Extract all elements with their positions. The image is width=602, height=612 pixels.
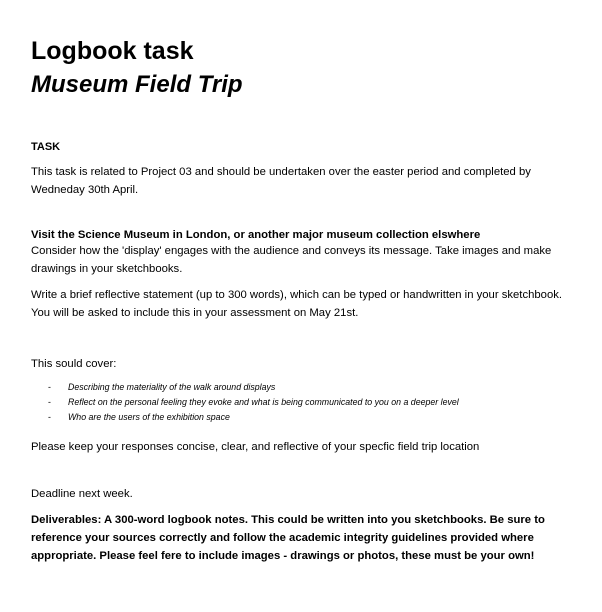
intro-paragraph: This task is related to Project 03 and should be undertaken over the easter period and completed by Wedneday 30th April. <box>31 166 531 196</box>
page-subtitle: Museum Field Trip <box>31 71 243 98</box>
list-item <box>48 380 568 395</box>
bullet-dash: - <box>48 382 51 392</box>
write-paragraph: Write a brief reflective statement (up to 300 words), which can be typed or handwritten in your sketchbook. You will be asked to include this in your assessment on May 21st. <box>31 289 563 319</box>
deliverables-paragraph: Deliverables: A 300-word logbook notes. This could be written into you sketchbooks. Be sure to reference your sources correctly and follow the academic integrity guidelines provided where appropriate. Please feel fere to include images - drawings or photos, these must be your own! <box>31 514 545 562</box>
list-item-text: Reflect on the personal feeling they evoke and what is being communicated to you on a deeper level <box>68 397 459 407</box>
keep-paragraph: Please keep your responses concise, clear, and reflective of your specfic field trip location <box>31 441 480 453</box>
list-item-text: Who are the users of the exhibition space <box>68 412 230 422</box>
consider-paragraph: Consider how the 'display' engages with the audience and conveys its message. Take images and make drawings in your sketchbooks. <box>31 245 552 275</box>
page-title: Logbook task <box>31 37 194 65</box>
visit-heading: Visit the Science Museum in London, or another major museum collection elswhere <box>31 229 481 241</box>
bullet-dash: - <box>48 412 51 422</box>
bullet-dash: - <box>48 397 51 407</box>
deadline-paragraph: Deadline next week. <box>31 488 133 500</box>
cover-intro: This sould cover: <box>31 358 117 370</box>
list-item <box>48 410 568 425</box>
list-item-text: Describing the materiality of the walk around displays <box>68 382 276 392</box>
cover-bullet-list <box>48 380 568 425</box>
section-label-task: TASK <box>31 141 61 153</box>
list-item <box>48 395 568 410</box>
